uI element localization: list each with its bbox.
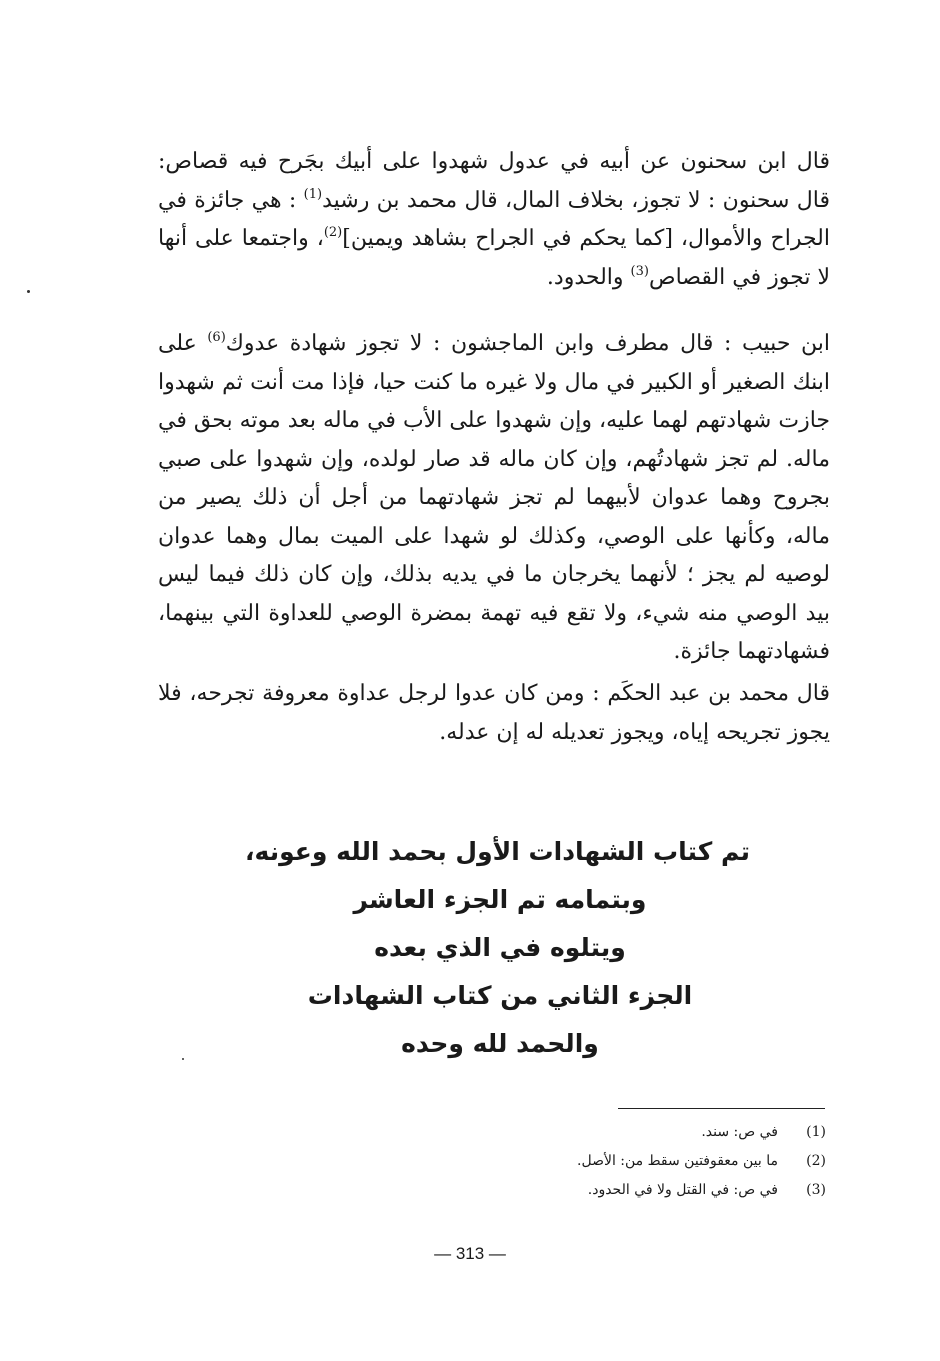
colophon <box>245 828 750 1068</box>
footnote-ref-3[interactable]: (3) <box>630 263 649 279</box>
footnote-text: في ص: في القتل ولا في الحدود. <box>587 1182 778 1198</box>
paragraph-text: : هي جائزة في الجراح والأموال، [كما يحكم في الجراح بشاهد ويمين] <box>158 187 830 251</box>
footnote-text: ما بين معقوفتين سقط من: الأصل. <box>577 1153 778 1169</box>
colophon-line-2: وبتمامه تم الجزء العاشر <box>353 885 647 914</box>
paragraph-text: قال محمد بن عبد الحكَم : ومن كان عدوا لرجل عداوة معروفة تجرحه، فلا يجوز تجريحه إياه، ويجوز تعديله له إن عدله. <box>158 681 830 745</box>
paragraph-ibn-abd-alhakam <box>158 675 830 752</box>
footnote-item <box>400 1118 826 1147</box>
paragraph-text: ، واجتمعا على أنها لا تجوز في القصاص <box>158 226 830 290</box>
paragraph-text: قال ابن سحنون عن أبيه في عدول شهدوا على أبيك بجَرح فيه قصاص: قال سحنون : لا تجوز، بخلاف المال، قال محمد بن رشيد <box>158 149 830 213</box>
page-number: — 313 — <box>434 1244 506 1263</box>
colophon-line-5: والحمد لله وحده <box>401 1029 599 1058</box>
paragraph-text: والحدود. <box>546 264 631 290</box>
footnote-number: (1) <box>806 1124 826 1140</box>
colophon-line-3: ويتلوه في الذي بعده <box>374 933 626 962</box>
scan-speck <box>27 290 30 293</box>
footnote-divider <box>618 1108 825 1109</box>
footnotes <box>400 1118 826 1205</box>
footnote-ref-2[interactable]: (2) <box>323 225 343 240</box>
footnote-ref-1[interactable]: (1) <box>303 186 323 202</box>
footnote-number: (3) <box>806 1182 826 1198</box>
scan-speck <box>182 1058 184 1060</box>
paragraph-text: ابن حبيب : قال مطرف وابن الماجشون : لا تجوز شهادة عدوك <box>225 331 830 356</box>
paragraph-text: على ابنك الصغير أو الكبير في مال ولا غيره ما كنت حيا، فإذا مت أنت ثم شهدوا جازت شهادتهم لهما عليه، وإن شهدوا على الأب في ماله بعد موته بحق في ماله. لم تجز شهادتُهم، وإن كان ماله قد صار لولده، وإن شهدوا على صبي بجروح وهما عدوان لأبيهما لم تجز شهادتهما من أجل أن ذلك يصير من ماله، وكأنها على الوصي، وكذلك لو شهدا على الميت بمال وهما عدوان لوصيه لم يجز ؛ لأنهما يخرجان ما في يديه بذلك، وإن كان ذلك فيما ليس بيد الوصي منه شيء، ولا تقع فيه تهمة بمضرة الوصي للعداوة التي بينهما، فشهادتهما جائزة. <box>158 331 830 664</box>
footnote-text: في ص: سند. <box>701 1124 778 1140</box>
footnote-item <box>400 1147 826 1176</box>
footnote-item <box>400 1176 826 1205</box>
colophon-line-1: تم كتاب الشهادات الأول بحمد الله وعونه، <box>245 837 750 866</box>
paragraph-ibn-sahnun <box>158 143 830 297</box>
footnote-number: (2) <box>806 1153 826 1169</box>
paragraph-ibn-habib <box>158 325 830 672</box>
colophon-line-4: الجزء الثاني من كتاب الشهادات <box>307 981 693 1010</box>
footnote-ref-6[interactable]: (6) <box>207 330 226 345</box>
